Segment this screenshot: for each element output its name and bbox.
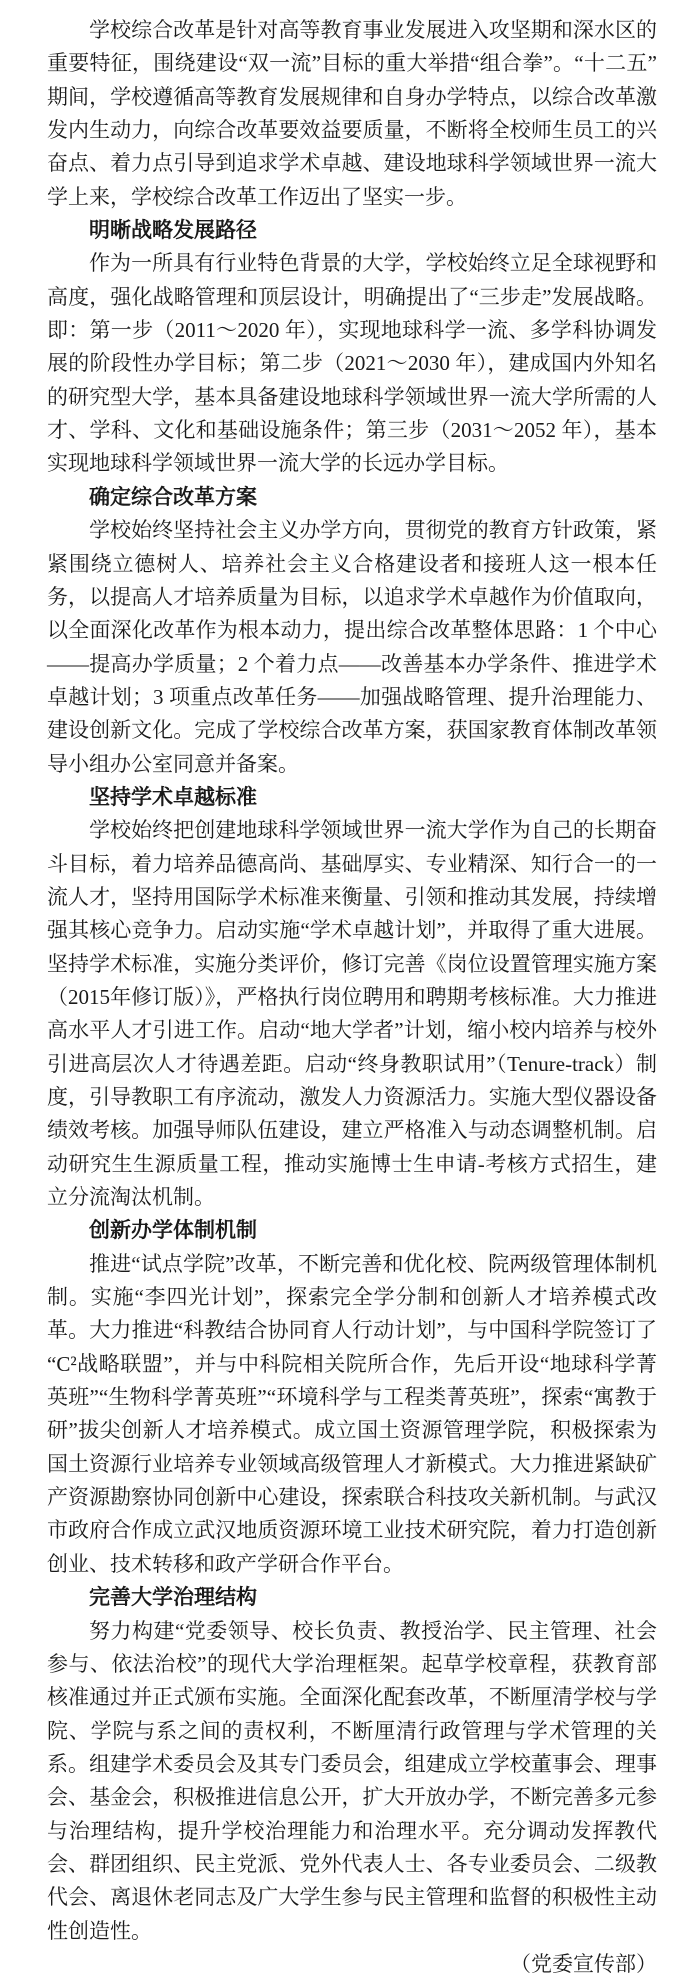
paragraph-governance-structure: 努力构建“党委领导、校长负责、教授治学、民主管理、社会参与、依法治校”的现代大学治理框架。起草学校章程，获教育部核准通过并正式颁布实施。全面深化配套改革，不断厘清学校与学院、学院与系之间的责权利，不断厘清行政管理与学术管理的关系。组建学术委员会及其专门委员会，组建成立学校董事会、理事会、基金会，积极推进信息公开，扩大开放办学，不断完善多元参与治理结构，提升学校治理能力和治理水平。充分调动发挥教代会、群团组织、民主党派、党外代表人士、各专业委员会、二级教代会、离退休老同志及广大学生参与民主管理和监督的积极性主动性创造性。	[47, 1618, 657, 1943]
section-heading-governance-structure: 完善大学治理结构	[89, 1585, 257, 1610]
section-heading-reform-plan: 确定综合改革方案	[89, 484, 257, 509]
paragraph-institutional-innovation: 推进“试点学院”改革，不断完善和优化校、院两级管理体制机制。实施“李四光计划”，探索完全学分制和创新人才培养模式改革。大力推进“科教结合协同育人行动计划”，与中国科学院签订了“C²战略联盟”，并与中科院相关院所合作，先后开设“地球科学菁英班”“生物科学菁英班”“环境科学与工程类菁英班”，探索“寓教于研”拔尖创新人才培养模式。成立国土资源管理学院，积极探索为国土资源行业培养专业领域高级管理人才新模式。大力推进紧缺矿产资源勘察协同创新中心建设，探索联合科技攻关新机制。与武汉市政府合作成立武汉地质资源环境工业技术研究院，着力打造创新创业、技术转移和政产学研合作平台。	[47, 1251, 657, 1576]
paragraph-reform-plan: 学校始终坚持社会主义办学方向，贯彻党的教育方针政策，紧紧围绕立德树人、培养社会主义合格建设者和接班人这一根本任务，以提高人才培养质量为目标，以追求学术卓越作为价值取向，以全面深化改革作为根本动力，提出综合改革整体思路：1 个中心——提高办学质量；2 个着力点——改善基本办学条件、推进学术卓越计划；3 项重点改革任务——加强战略管理、提升治理能力、建设创新文化。完成了学校综合改革方案，获国家教育体制改革领导小组办公室同意并备案。	[47, 518, 657, 776]
section-heading-institutional-innovation: 创新办学体制机制	[89, 1218, 257, 1243]
paragraph-strategy-path: 作为一所具有行业特色背景的大学，学校始终立足全球视野和高度，强化战略管理和顶层设计，明确提出了“三步走”发展战略。即：第一步（2011～2020 年），实现地球科学一流、多学科协调发展的阶段性办学目标；第二步（2021～2030 年），建成国内外知名的研究型大学，基本具备建设地球科学领域世界一流大学所需的人才、学科、文化和基础设施条件；第三步（2031～2052 年），基本实现地球科学领域世界一流大学的长远办学目标。	[47, 251, 657, 476]
intro-paragraph: 学校综合改革是针对高等教育事业发展进入攻坚期和深水区的重要特征，围绕建设“双一流”目标的重大举措“组合拳”。“十二五”期间，学校遵循高等教育发展规律和自身办学特点，以综合改革激发内生动力，向综合改革要效益要质量，不断将全校师生员工的兴奋点、着力点引导到追求学术卓越、建设地球科学领域世界一流大学上来，学校综合改革工作迈出了坚实一步。	[47, 18, 657, 209]
section-heading-academic-excellence: 坚持学术卓越标准	[89, 784, 257, 809]
section-heading-strategy-path: 明晰战略发展路径	[89, 218, 257, 243]
paragraph-academic-excellence: 学校始终把创建地球科学领域世界一流大学作为自己的长期奋斗目标，着力培养品德高尚、基础厚实、专业精深、知行合一的一流人才，坚持用国际学术标准来衡量、引领和推动其发展，持续增强其核心竞争力。启动实施“学术卓越计划”，并取得了重大进展。坚持学术标准，实施分类评价，修订完善《岗位设置管理实施方案（2015年修订版）》，严格执行岗位聘用和聘期考核标准。大力推进高水平人才引进工作。启动“地大学者”计划，缩小校内培养与校外引进高层次人才待遇差距。启动“终身教职试用”（Tenure-track）制度，引导教职工有序流动，激发人力资源活力。实施大型仪器设备绩效考核。加强导师队伍建设，建立严格准入与动态调整机制。启动研究生生源质量工程，推动实施博士生申请-考核方式招生，建立分流淘汰机制。	[47, 818, 657, 1210]
signature-attribution: （党委宣传部）	[510, 1951, 657, 1976]
article-body	[47, 14, 657, 1981]
